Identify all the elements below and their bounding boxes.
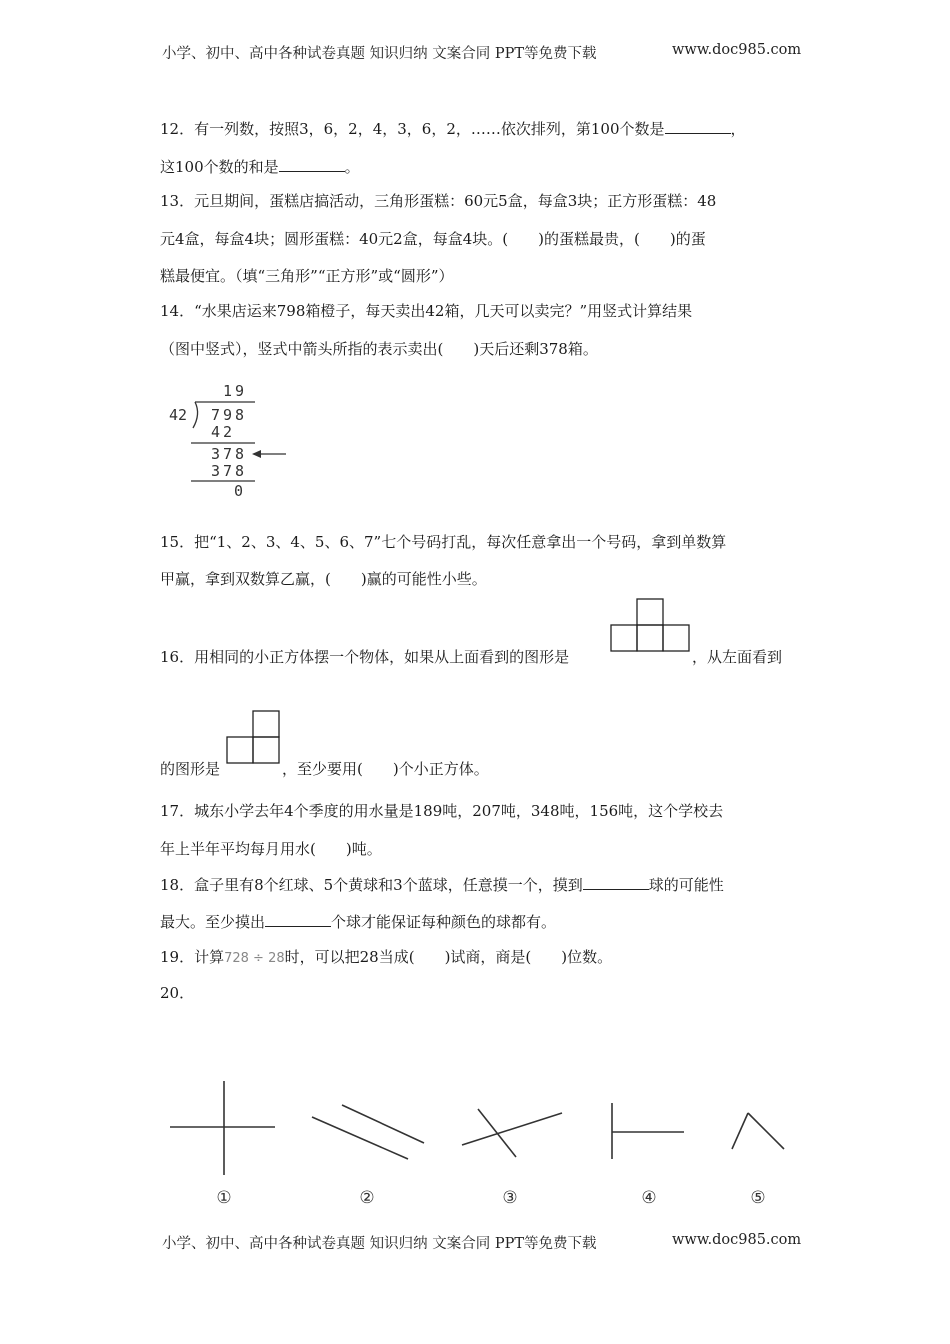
figure-label-4: ④	[641, 1188, 657, 1208]
q19-text-b: 时，可以把28当成(	[284, 948, 415, 966]
q18-text2a: 最大。至少摸出	[160, 913, 266, 931]
q13-line2	[160, 229, 706, 249]
line-figures	[160, 1075, 800, 1215]
q17-text2b: )吨。	[345, 840, 382, 858]
q15-line2	[160, 569, 487, 589]
q18-line1	[160, 874, 724, 895]
q14-text2b: )天后还剩378箱。	[473, 340, 598, 358]
q15-text2b: )赢的可能性小些。	[360, 570, 487, 588]
figure-2-parallel-lines	[312, 1105, 424, 1159]
header-text: 小学、初中、高中各种试卷真题 知识归纳 文案合同 PPT等免费下载	[162, 46, 597, 62]
q14-line1: 14．“水果店运来798箱橙子，每天卖出42箱，几天可以卖完？”用竖式计算结果	[160, 302, 693, 320]
top-view-figure	[610, 598, 692, 654]
q12-text2: 这100个数的和是	[160, 158, 279, 176]
q17-line2	[160, 839, 382, 859]
figure-label-1: ①	[216, 1188, 232, 1208]
q19-text-a: 19．计算	[160, 948, 225, 966]
division-dividend: 798	[211, 406, 248, 424]
long-division-figure	[165, 380, 295, 502]
footer-text: 小学、初中、高中各种试卷真题 知识归纳 文案合同 PPT等免费下载	[162, 1236, 597, 1252]
answer-blank[interactable]	[665, 118, 731, 134]
q20-number: 20．	[160, 984, 195, 1002]
q16-line1b: ，从左面看到	[692, 648, 783, 666]
division-step2: 378	[211, 445, 248, 463]
left-view-figure	[226, 710, 282, 766]
q13-text2c: )的蛋	[669, 230, 706, 248]
q19-line	[160, 947, 612, 969]
figure-3-intersecting-lines	[462, 1109, 562, 1157]
q13-text2a: 元4盒，每盒4块；圆形蛋糕：40元2盒，每盒4块。(	[160, 230, 509, 248]
q13-line1: 13．元旦期间，蛋糕店搞活动，三角形蛋糕：60元5盒，每盒3块；正方形蛋糕：48	[160, 192, 717, 210]
q13-line3: 糕最便宜。（填“三角形”“正方形”或“圆形”）	[160, 267, 454, 285]
division-quotient: 19	[223, 382, 248, 400]
figure-label-2: ②	[359, 1188, 375, 1208]
figure-5-angle	[732, 1113, 784, 1149]
arrow-left-icon	[252, 450, 261, 458]
q12-text1b: ，	[730, 120, 746, 138]
header-url[interactable]: www.doc985.com	[672, 42, 802, 58]
division-step3: 378	[211, 462, 248, 480]
q18-text1b: 球的可能性	[648, 876, 724, 894]
footer-url[interactable]: www.doc985.com	[672, 1232, 802, 1248]
q14-line2	[160, 339, 598, 359]
division-remainder: 0	[234, 482, 244, 500]
division-divisor: 42	[169, 406, 188, 424]
figure-1-perpendicular-lines	[170, 1081, 275, 1175]
q18-text2b: 个球才能保证每种颜色的球都有。	[331, 913, 557, 931]
q17-line1: 17．城东小学去年4个季度的用水量是189吨，207吨，348吨，156吨，这个学校去	[160, 802, 724, 820]
q13-text2b: )的蛋糕最贵，(	[538, 230, 640, 248]
answer-blank[interactable]	[265, 911, 331, 927]
answer-blank[interactable]	[279, 156, 345, 172]
answer-blank[interactable]	[583, 874, 649, 890]
figure-4-perpendicular-lines	[612, 1103, 684, 1159]
q17-text2a: 年上半年平均每月用水(	[160, 840, 316, 858]
q12-line1	[160, 118, 746, 139]
q16-line2a: 的图形是	[160, 760, 221, 778]
q14-text2a: （图中竖式），竖式中箭头所指的表示卖出(	[160, 340, 444, 358]
q18-line2	[160, 911, 556, 932]
q16-line2-rest	[282, 759, 489, 779]
q16-text2c: )个小正方体。	[392, 760, 489, 778]
q15-text2a: 甲赢，拿到双数算乙赢，(	[160, 570, 331, 588]
q16-line1a: 16．用相同的小正方体摆一个物体，如果从上面看到的图形是	[160, 648, 570, 666]
q12-text1: 12．有一列数，按照3，6，2，4，3，6，2，……依次排列，第100个数是	[160, 120, 665, 138]
q16-text2b: ，至少要用(	[282, 760, 363, 778]
q12-line2	[160, 156, 360, 177]
figure-label-5: ⑤	[750, 1188, 766, 1208]
q18-text1a: 18．盒子里有8个红球、5个黄球和3个蓝球，任意摸一个，摸到	[160, 876, 583, 894]
q15-line1: 15．把“1、2、3、4、5、6、7”七个号码打乱，每次任意拿出一个号码，拿到单数算	[160, 533, 727, 551]
division-step1: 42	[211, 423, 236, 441]
q19-expression: 728 ÷ 28	[224, 951, 285, 966]
q12-text2b: 。	[344, 158, 360, 176]
q19-text-d: )位数。	[561, 948, 613, 966]
figure-label-3: ③	[502, 1188, 518, 1208]
q19-text-c: )试商，商是(	[444, 948, 532, 966]
